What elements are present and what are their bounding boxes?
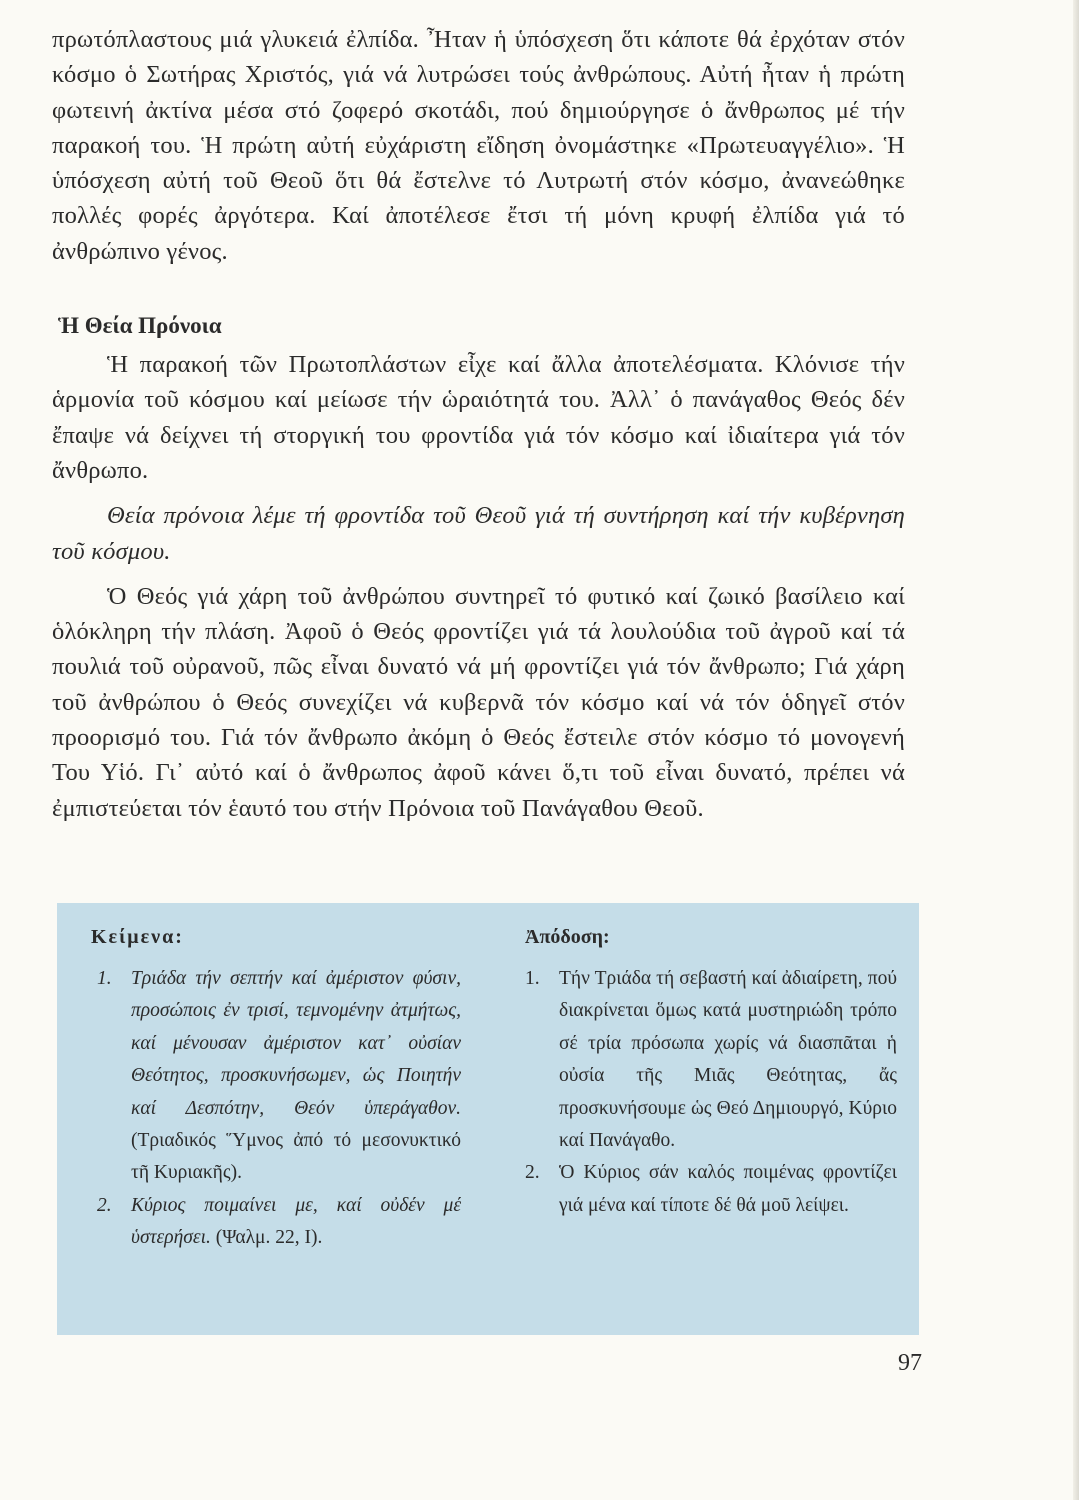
translation-item	[525, 963, 897, 1157]
definition-paragraph: Θεία πρόνοια λέμε τή φροντίδα τοῦ Θεοῦ γιά τή συντήρηση καί τήν κυβέρνηση τοῦ κόσμου.	[52, 502, 905, 565]
hymn-text: Τριάδα τήν σεπτήν καί ἀμέριστον φύσιν, προσώποις ἐν τρισί, τεμνομένην ἀτμήτως, καί μένουσαν ἀμέριστον κατ᾽ οὐσίαν Θεότητος, προσκυνήσωμεν, ὡς Ποιητήν καί Δεσπότην, Θεόν ὑπεράγαθον.	[131, 968, 461, 1119]
item-number: 1.	[525, 968, 540, 989]
paragraph-intro: πρωτόπλαστους μιά γλυκειά ἐλπίδα. Ἦταν ἡ ὑπόσχεση ὅτι κάποτε θά ἐρχόταν στόν κόσμο ὁ Σωτήρας Χριστός, γιά νά λυτρώσει τούς ἀνθρώπους. Αὐτή ἦταν ἡ πρώτη φωτεινή ἀκτίνα μέσα στό ζοφερό σκοτάδι, πού δημιούργησε ὁ ἄνθρωπος μέ τήν παρακοή του. Ἡ πρώτη αὐτή εὐχάριστη εἴδηση ὀνομάστηκε «Πρωτευαγγέλιο». Ἡ ὑπόσχεση αὐτή τοῦ Θεοῦ ὅτι θά ἔστελνε τό Λυτρωτή στόν κόσμο, ἀνανεώθηκε πολλές φορές ἀργότερα. Καί ἀποτέλεσε ἔτσι τή μόνη κρυφή ἐλπίδα γιά τό ἀνθρώπινο γένος.	[52, 26, 905, 265]
page-number: 97	[898, 1350, 922, 1376]
original-texts-title: Κείμενα:	[91, 926, 184, 948]
page-edge	[1073, 0, 1079, 1500]
translation-item	[525, 1157, 897, 1222]
translation-column	[525, 923, 897, 1222]
original-texts-column	[91, 923, 461, 1255]
hymn-source: (Τριαδικός Ὕμνος ἀπό τό μεσονυκτικό τῆ Κυριακῆς).	[131, 1130, 461, 1184]
translation-text: Τήν Τριάδα τή σεβαστή καί ἀδιαίρετη, πού διακρίνεται ὅμως κατά μυστηριώδη τρόπο σέ τρία πρόσωπα χωρίς νά διασπᾶται ἡ οὐσία τῆς Μιᾶς Θεότητας, ἄς προσκυνήσουμε ὡς Θεό Δημιουργό, Κύριο καί Πανάγαθο.	[559, 968, 897, 1152]
item-number: 1.	[97, 968, 112, 989]
translation-text: Ὁ Κύριος σάν καλός ποιμένας φροντίζει γιά μένα καί τίποτε δέ θά μοῦ λείψει.	[559, 1162, 897, 1216]
item-number: 2.	[525, 1162, 540, 1184]
original-text-item	[91, 963, 461, 1190]
section-heading: Ἡ Θεία Πρόνοια	[58, 313, 222, 339]
psalm-source: (Ψαλμ. 22, I).	[210, 1227, 323, 1249]
psalm-text: Κύριος ποιμαίνει με, καί οὐδέν μέ ὑστερήσει.	[131, 1194, 461, 1249]
texts-box	[57, 903, 919, 1335]
original-text-item	[91, 1190, 461, 1255]
main-text	[52, 22, 905, 826]
translation-title: Ἀπόδοση:	[525, 926, 610, 948]
paragraph-providence: Ὁ Θεός γιά χάρη τοῦ ἀνθρώπου συντηρεῖ τό φυτικό καί ζωικό βασίλειο καί ὁλόκληρη τήν πλάση. Ἀφοῦ ὁ Θεός φροντίζει γιά τά λουλούδια τοῦ ἀγροῦ καί τά πουλιά τοῦ οὐρανοῦ, πῶς εἶναι δυνατό νά μή φροντίζει γιά τόν ἄνθρωπο; Γιά χάρη τοῦ ἀνθρώπου ὁ Θεός συνεχίζει νά κυβερνᾶ τόν κόσμο καί νά τόν ὁδηγεῖ στόν προορισμό του. Γιά τόν ἄνθρωπο ἀκόμη ὁ Θεός ἔστειλε στόν κόσμο τό μονογενή Του Υἱό. Γι᾽ αὐτό καί ὁ ἄνθρωπος ἀφοῦ κάνει ὅ,τι τοῦ εἶναι δυνατό, πρέπει νά ἐμπιστεύεται τόν ἑαυτό του στήν Πρόνοια τοῦ Πανάγαθου Θεοῦ.	[52, 582, 905, 822]
paragraph-disobedience: Ἡ παρακοή τῶν Πρωτοπλάστων εἶχε καί ἄλλα ἀποτελέσματα. Κλόνισε τήν ἁρμονία τοῦ κόσμου καί μείωσε τήν ὡραιότητά του. Ἀλλ᾽ ὁ πανάγαθος Θεός δέν ἔπαψε νά δείχνει τή στοργική του φροντίδα γιά τόν κόσμο καί ἰδιαίτερα γιά τόν ἄνθρωπο.	[52, 351, 905, 484]
item-number: 2.	[97, 1194, 112, 1216]
